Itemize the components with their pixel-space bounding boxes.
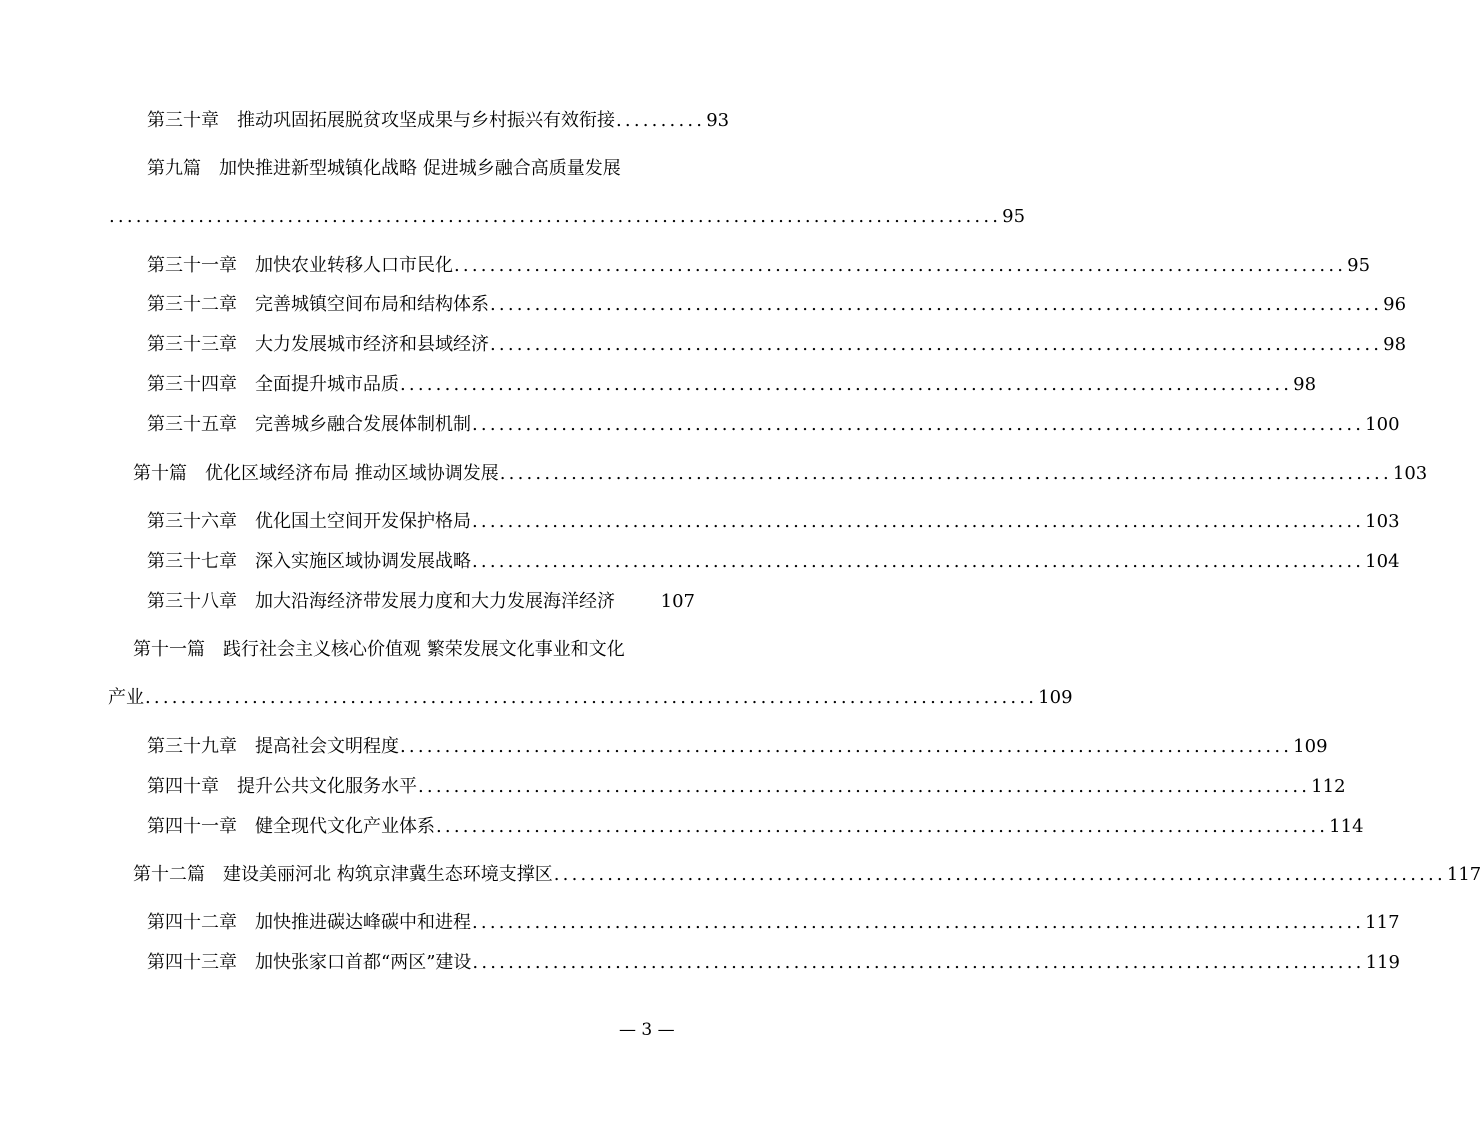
chapter-title: 优化国土空间开发保护格局 [255, 511, 471, 532]
toc-entry-ch33[interactable] [147, 333, 1407, 357]
chapter-title: 完善城镇空间布局和结构体系 [255, 294, 489, 315]
chapter-number: 第三十一章 [147, 255, 237, 276]
page-number: 112 [1311, 776, 1346, 797]
toc-entry-ch30[interactable] [147, 109, 730, 133]
chapter-title: 加大沿海经济带发展力度和大力发展海洋经济 [255, 591, 615, 612]
page-number: 103 [1392, 463, 1428, 484]
part-number: 第十一篇 [133, 639, 205, 660]
chapter-title: 全面提升城市品质 [255, 374, 399, 395]
chapter-number: 第三十九章 [147, 736, 237, 757]
dot-leader: .................................................................................................... [400, 736, 1293, 757]
chapter-number: 第三十八章 [147, 591, 237, 612]
chapter-number: 第四十一章 [147, 816, 237, 837]
chapter-title: 加快张家口首都“两区”建设 [255, 952, 472, 973]
part-number: 第九篇 [147, 158, 201, 179]
page-number: 109 [1038, 687, 1073, 708]
part-number: 第十二篇 [133, 864, 205, 885]
toc-entry-ch36[interactable] [147, 510, 1400, 534]
toc-entry-ch41[interactable] [147, 815, 1364, 839]
dot-leader: .................................................................................................... [490, 294, 1383, 315]
toc-entry-ch40[interactable] [147, 775, 1346, 799]
toc-entry-ch39[interactable] [147, 735, 1328, 759]
page-number: 98 [1383, 334, 1407, 355]
toc-entry-part9[interactable] [133, 157, 695, 181]
dot-leader: .................................................................................................... [499, 463, 1392, 484]
page-number: 98 [1293, 374, 1317, 395]
page-number: 100 [1365, 414, 1400, 435]
chapter-title: 加快农业转移人口市民化 [255, 255, 453, 276]
page-number: 104 [1365, 551, 1400, 572]
page-number: 103 [1365, 511, 1400, 532]
chapter-title: 健全现代文化产业体系 [255, 816, 435, 837]
toc-entry-ch43[interactable] [147, 951, 1400, 975]
toc-entry-part12[interactable] [133, 863, 1481, 887]
page-number: 117 [1365, 912, 1400, 933]
toc-entry-ch34[interactable] [147, 373, 1317, 397]
toc-entry-ch37[interactable] [147, 550, 1400, 574]
part-title: 优化区域经济布局 推动区域协调发展 [205, 463, 499, 484]
part-title: 建设美丽河北 构筑京津冀生态环境支撑区 [223, 864, 553, 885]
toc-entry-ch35[interactable] [147, 413, 1400, 437]
chapter-number: 第三十三章 [147, 334, 237, 355]
chapter-number: 第三十六章 [147, 511, 237, 532]
page-number: 107 [660, 591, 695, 612]
chapter-title: 完善城乡融合发展体制机制 [255, 414, 471, 435]
page-number: 114 [1329, 816, 1364, 837]
dot-leader: .................................................................................................... [472, 551, 1365, 572]
chapter-number: 第三十四章 [147, 374, 237, 395]
toc-entry-part11-continued[interactable] [108, 686, 1073, 710]
dot-leader: .................................................................................................... [109, 206, 1002, 227]
dot-leader: .................................................................................................... [472, 952, 1365, 973]
dot-leader: .................................................................................................... [490, 334, 1383, 355]
dot-leader: .................................................................................................... [145, 687, 1038, 708]
page-number: 96 [1383, 294, 1407, 315]
part-title: 加快推进新型城镇化战略 促进城乡融合高质量发展 [219, 158, 621, 179]
page-number: 95 [1002, 206, 1026, 227]
page-number: 109 [1293, 736, 1328, 757]
dot-leader: .................................................................................................... [472, 511, 1365, 532]
dot-leader: .................................................................................................... [553, 864, 1446, 885]
dot-leader: .................................................................................................... [454, 255, 1347, 276]
toc-entry-part10[interactable] [133, 462, 1428, 486]
chapter-number: 第三十五章 [147, 414, 237, 435]
page-number: 93 [706, 110, 730, 131]
chapter-number: 第四十章 [147, 776, 219, 797]
dot-leader: .......... [616, 110, 706, 131]
toc-entry-ch38[interactable] [147, 590, 695, 614]
dot-leader: .................................................................................................... [472, 414, 1365, 435]
page-number: 95 [1347, 255, 1371, 276]
chapter-title: 深入实施区域协调发展战略 [255, 551, 471, 572]
chapter-number: 第三十二章 [147, 294, 237, 315]
chapter-number: 第四十二章 [147, 912, 237, 933]
toc-entry-ch31[interactable] [147, 254, 1371, 278]
part-title-continuation: 产业 [108, 687, 144, 708]
toc-entry-part11[interactable] [133, 638, 695, 662]
chapter-number: 第四十三章 [147, 952, 237, 973]
chapter-title: 推动巩固拓展脱贫攻坚成果与乡村振兴有效衔接 [237, 110, 615, 131]
dot-leader: .................................................................................................... [400, 374, 1293, 395]
chapter-title: 大力发展城市经济和县域经济 [255, 334, 489, 355]
chapter-number: 第三十章 [147, 110, 219, 131]
page-number: 117 [1446, 864, 1481, 885]
chapter-title: 提高社会文明程度 [255, 736, 399, 757]
dot-leader: .................................................................................................... [472, 912, 1365, 933]
toc-entry-ch42[interactable] [147, 911, 1400, 935]
toc-entry-part9-continued[interactable] [108, 205, 1026, 229]
page-number: 119 [1365, 952, 1400, 973]
chapter-number: 第三十七章 [147, 551, 237, 572]
part-number: 第十篇 [133, 463, 187, 484]
page-footer-number: — 3 — [619, 1020, 675, 1040]
dot-leader: .................................................................................................... [418, 776, 1311, 797]
dot-leader: .................................................................................................... [436, 816, 1329, 837]
chapter-title: 提升公共文化服务水平 [237, 776, 417, 797]
part-title: 践行社会主义核心价值观 繁荣发展文化事业和文化 [223, 639, 625, 660]
toc-entry-ch32[interactable] [147, 293, 1407, 317]
chapter-title: 加快推进碳达峰碳中和进程 [255, 912, 471, 933]
